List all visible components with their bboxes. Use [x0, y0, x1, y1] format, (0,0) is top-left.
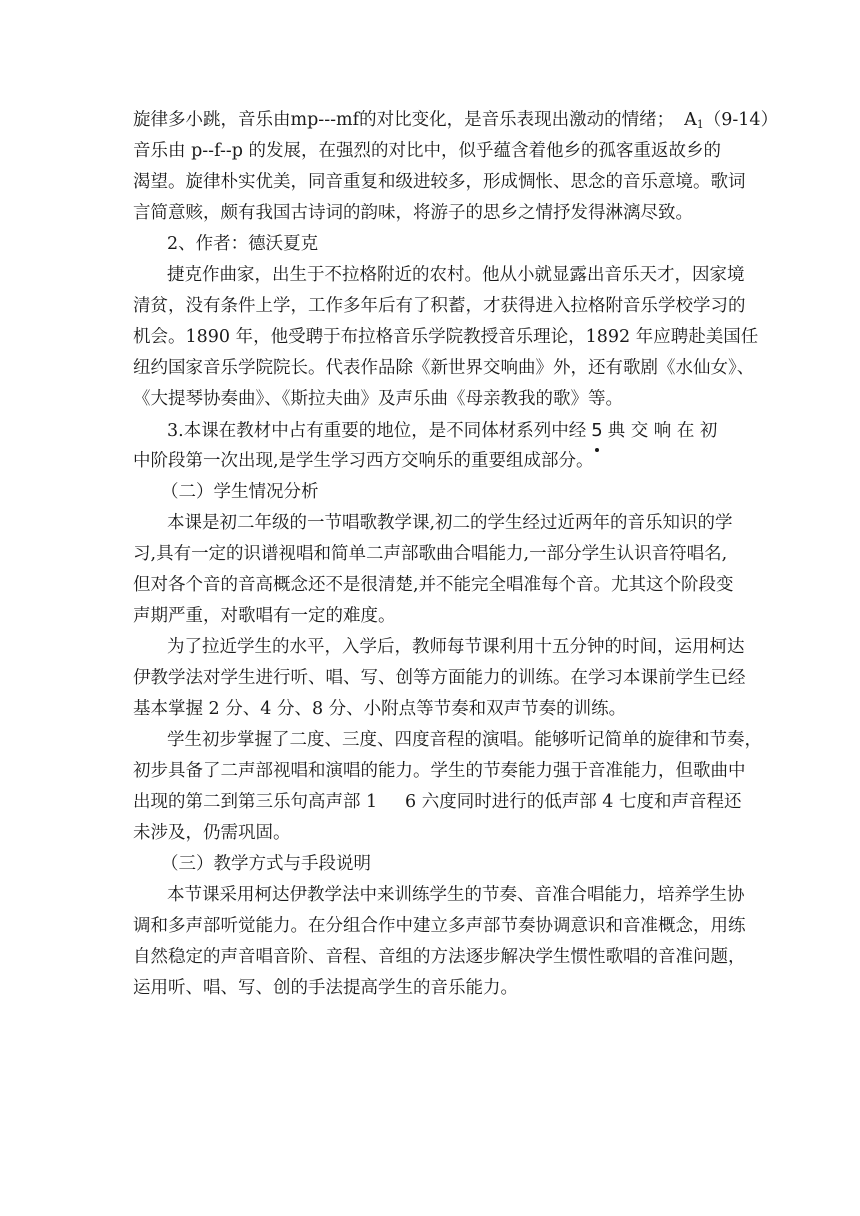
paragraph-line: 调和多声部听觉能力。在分组合作中建立多声部节奏协调意识和音准概念，用练	[133, 916, 746, 936]
paragraph-line: 言简意赅，颇有我国古诗词的韵味，将游子的思乡之情抒发得淋漓尽致。	[133, 203, 693, 223]
paragraph-line: 本课是初二年级的一节唱歌教学课,初二的学生经过近两年的音乐知识的学	[167, 513, 733, 533]
paragraph-line: 出现的第二到第三乐句高声部 1 6 六度同时进行的低声部 4 七度和声音程还	[133, 792, 742, 812]
paragraph-line: 音乐由 p--f--p 的发展，在强烈的对比中，似乎蕴含着他乡的孤客重返故乡的	[133, 141, 722, 161]
section-heading-teaching-methods: （三）教学方式与手段说明	[161, 854, 371, 874]
paragraph-line: 《大提琴协奏曲》、《斯拉夫曲》及声乐曲《母亲教我的歌》等。	[133, 389, 623, 409]
paragraph-line: 但对各个音的音高概念还不是很清楚,并不能完全唱准每个音。尤其这个阶段变	[133, 575, 734, 595]
paragraph-line: 为了拉近学生的水平，入学后，教师每节课利用十五分钟的时间，运用柯达	[167, 637, 745, 657]
paragraph-line: 本节课采用柯达伊教学法中来训练学生的节奏、音准合唱能力，培养学生协	[167, 885, 745, 905]
paragraph-line: 初步具备了二声部视唱和演唱的能力。学生的节奏能力强于音准能力，但歌曲中	[133, 761, 746, 781]
paragraph-line: 清贫，没有条件上学，工作多年后有了积蓄，才获得进入拉格附音乐学校学习的	[133, 296, 746, 316]
measure-range: （9-14）	[703, 110, 779, 130]
section-heading-student-analysis: （二）学生情况分析	[161, 482, 319, 502]
paragraph-line: 自然稳定的声音唱音阶、音程、音组的方法逐步解决学生惯性歌唱的音准问题，	[133, 947, 746, 967]
paragraph-line: 习,具有一定的识谱视唱和简单二声部歌曲合唱能力,一部分学生认识音符唱名,	[133, 544, 728, 564]
paragraph-line: 旋律多小跳，音乐由mp---mf的对比变化，是音乐表现出激动的情绪； $A_1(9-14)$	[133, 110, 779, 131]
paragraph-line: 基本掌握 2 分、4 分、8 分、小附点等节奏和双声节奏的训练。	[133, 699, 627, 719]
paragraph-line: 机会。1890 年，他受聘于布拉格音乐学院教授音乐理论，1892 年应聘赴美国任	[133, 327, 759, 347]
section-marker: A	[684, 110, 697, 130]
paragraph-line: 运用听、唱、写、创的手法提高学生的音乐能力。	[133, 978, 518, 998]
paragraph-line: 伊教学法对学生进行听、唱、写、创等方面能力的训练。在学习本课前学生已经	[133, 668, 746, 688]
section-marker-subscript: 1	[696, 118, 704, 131]
paragraph-line: 捷克作曲家，出生于不拉格附近的农村。他从小就显露出音乐天才，因家境	[167, 265, 745, 285]
paragraph-line: 声期严重，对歌唱有一定的难度。	[133, 606, 396, 626]
paragraph-line: 学生初步掌握了二度、三度、四度音程的演唱。能够听记简单的旋律和节奏，	[167, 730, 762, 750]
paragraph-line: 未涉及，仍需巩固。	[133, 823, 291, 843]
paragraph-line: 渴望。旋律朴实优美，同音重复和级进较多，形成惆怅、思念的音乐意境。歌词	[133, 172, 746, 192]
jianpu-note: 5	[591, 415, 602, 446]
jianpu-low-dot	[595, 448, 599, 452]
section-heading-author: 2、作者：德沃夏克	[167, 234, 319, 254]
paragraph-line: 3.本课在教材中占有重要的地位，是不同体材系列中经 5 典 交 响 在 初	[133, 415, 732, 446]
paragraph-line: 中阶段第一次出现,是学生学习西方交响乐的重要组成部分。	[133, 451, 594, 471]
paragraph-line: 纽约国家音乐学院院长。代表作品除《新世界交响曲》外，还有歌剧《水仙女》、	[133, 358, 755, 378]
